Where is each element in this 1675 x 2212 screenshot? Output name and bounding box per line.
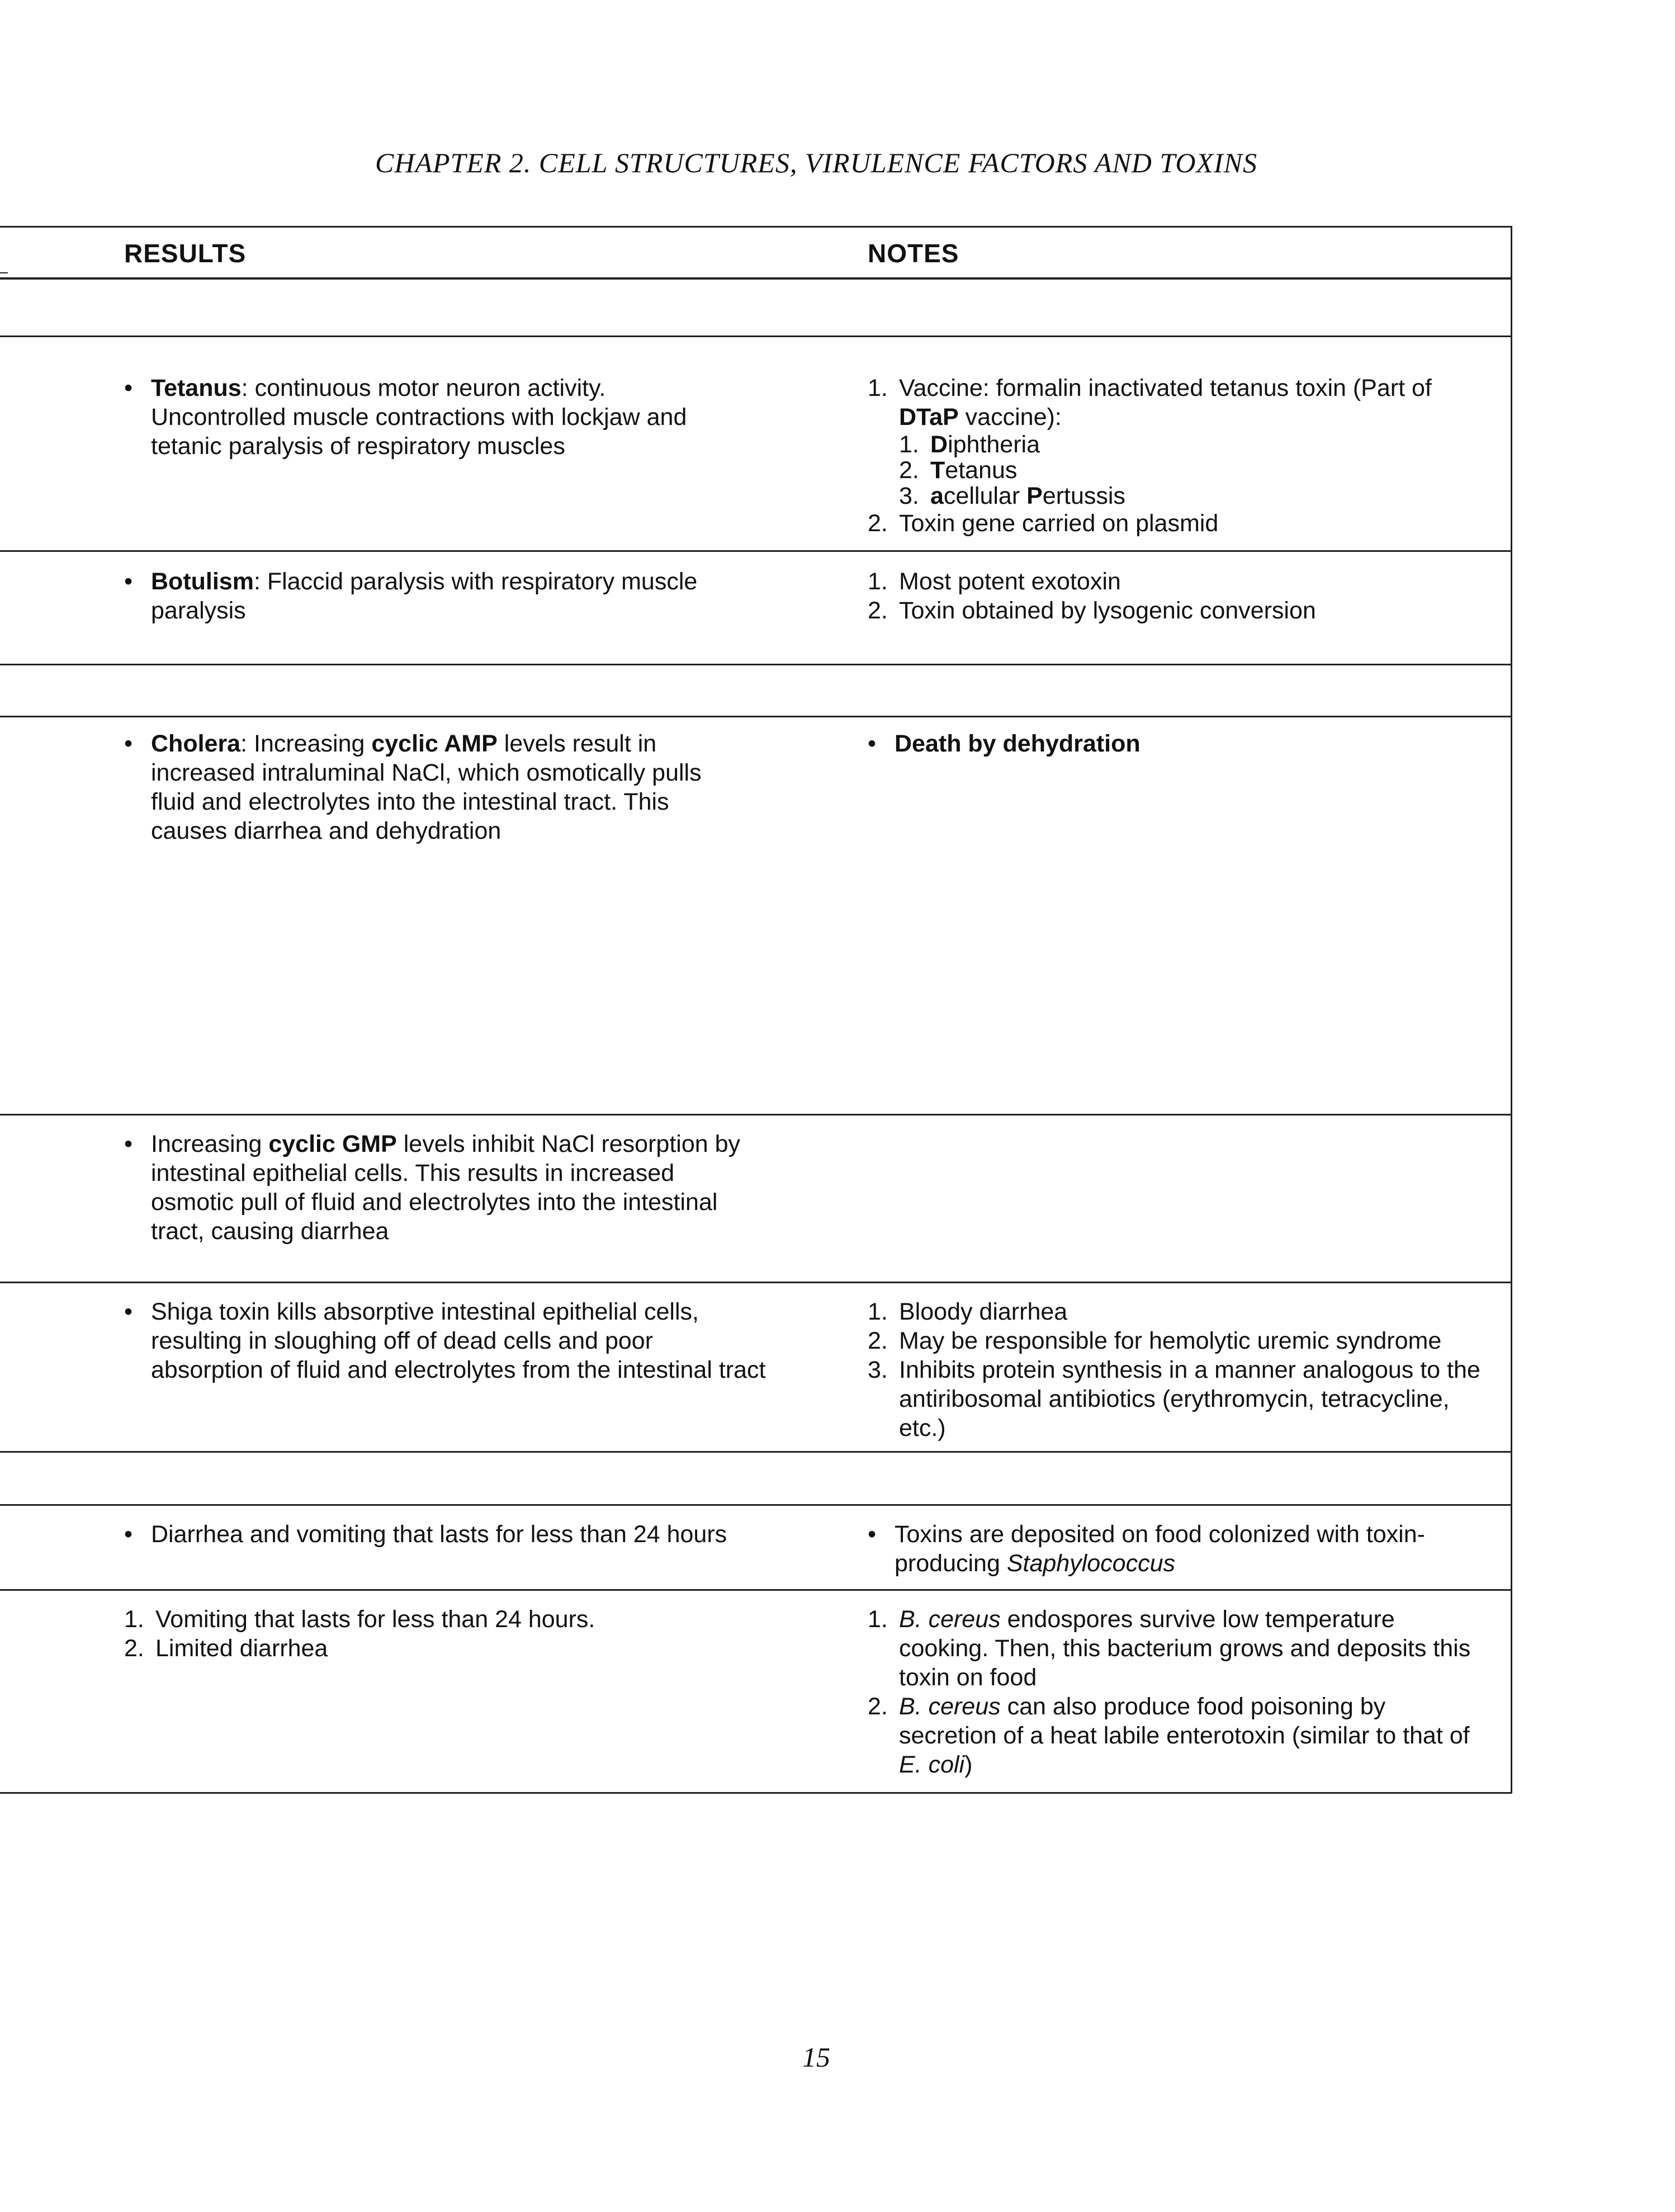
tetanus-result xyxy=(124,374,734,461)
notes-column-header: NOTES xyxy=(868,239,959,268)
list-item: 2. Toxin obtained by lysogenic conversion xyxy=(868,597,1316,624)
page-number: 15 xyxy=(802,2041,830,2073)
row-divider xyxy=(0,716,1512,717)
staph-notes: • Toxins are deposited on food colonized with toxin-producing Staphylococcus xyxy=(868,1521,1425,1577)
tetanus-term: Tetanus xyxy=(151,375,242,401)
row-divider xyxy=(0,550,1512,552)
list-item: 1. Vaccine: formalin inactivated tetanus toxin (Part of DTaP vaccine): 1. Diphtheria 2. Tetanus 3. acellular Pertussis xyxy=(868,374,1488,509)
shiga-result: • Shiga toxin kills absorptive intestinal epithelial cells, resulting in sloughing off of dead cells and poor absorption of fluid and electrolytes from the intestinal tract xyxy=(124,1298,766,1383)
staph-result: • Diarrhea and vomiting that lasts for less than 24 hours xyxy=(124,1521,727,1548)
cereus-result xyxy=(124,1605,767,1663)
list-item: 2. Toxin gene carried on plasmid xyxy=(868,510,1219,537)
row-divider xyxy=(0,1451,1512,1453)
header-bottom-border xyxy=(0,277,1512,280)
table-bottom-border xyxy=(0,1792,1512,1794)
row-divider xyxy=(0,335,1512,337)
row-divider xyxy=(0,1589,1512,1591)
list-item: 1. B. cereus endospores survive low temperature cooking. Then, this bacterium grows and deposits this toxin on food xyxy=(868,1606,1471,1691)
botulism-term: Botulism xyxy=(151,568,254,595)
table-top-border xyxy=(0,226,1512,228)
tetanus-notes xyxy=(868,374,1488,538)
sub-list-item: 1. Diphtheria xyxy=(899,431,1040,458)
list-item: 2. Limited diarrhea xyxy=(124,1635,328,1662)
botulism-notes xyxy=(868,567,1488,625)
cereus-notes xyxy=(868,1605,1488,1779)
row-divider xyxy=(0,1114,1512,1116)
botulism-result: • Botulism: Flaccid paralysis with respiratory muscle paralysis xyxy=(124,568,698,624)
chapter-header: CHAPTER 2. CELL STRUCTURES, VIRULENCE FACTORS AND TOXINS xyxy=(375,147,1257,178)
row-divider xyxy=(0,1504,1512,1506)
cholera-term: Cholera xyxy=(151,730,241,757)
cholera-result: • Cholera: Increasing cyclic AMP levels result in increased intraluminal NaCl, which osmotically pulls fluid and electrolytes into the intestinal tract. This causes diarrhea and dehydration xyxy=(124,730,702,844)
list-item: 2. B. cereus can also produce food poisoning by secretion of a heat labile enterotoxin (similar to that of E. coli) xyxy=(868,1693,1470,1778)
row-divider xyxy=(0,664,1512,665)
cgmp-result: • Increasing cyclic GMP levels inhibit NaCl resorption by intestinal epithelial cells. This results in increased osmotic pull of fluid and electrolytes into the intestinal tract, causing diarrhea xyxy=(124,1131,741,1245)
cholera-notes: • Death by dehydration xyxy=(868,730,1141,757)
results-column-header: RESULTS xyxy=(124,239,247,268)
bullet-marker: • xyxy=(124,375,133,401)
table-edge-tick xyxy=(0,272,8,273)
list-item: 1. Most potent exotoxin xyxy=(868,568,1121,595)
tetanus-description: : continuous motor neuron activity. Uncontrolled muscle contractions with lockjaw and tetanic paralysis of respiratory muscles xyxy=(151,375,687,460)
table-right-border xyxy=(1511,226,1512,1793)
sub-list-item: 3. acellular Pertussis xyxy=(899,483,1125,509)
sub-list-item: 2. Tetanus xyxy=(899,457,1018,484)
list-item: 3. Inhibits protein synthesis in a manner analogous to the antiribosomal antibiotics (erythromycin, tetracycline, etc.) xyxy=(868,1356,1480,1441)
list-item: 1. Vomiting that lasts for less than 24 hours. xyxy=(124,1606,595,1633)
list-item: 1. Bloody diarrhea xyxy=(868,1298,1068,1325)
row-divider xyxy=(0,1282,1512,1283)
list-item: 2. May be responsible for hemolytic uremic syndrome xyxy=(868,1327,1442,1354)
shiga-notes xyxy=(868,1297,1488,1443)
